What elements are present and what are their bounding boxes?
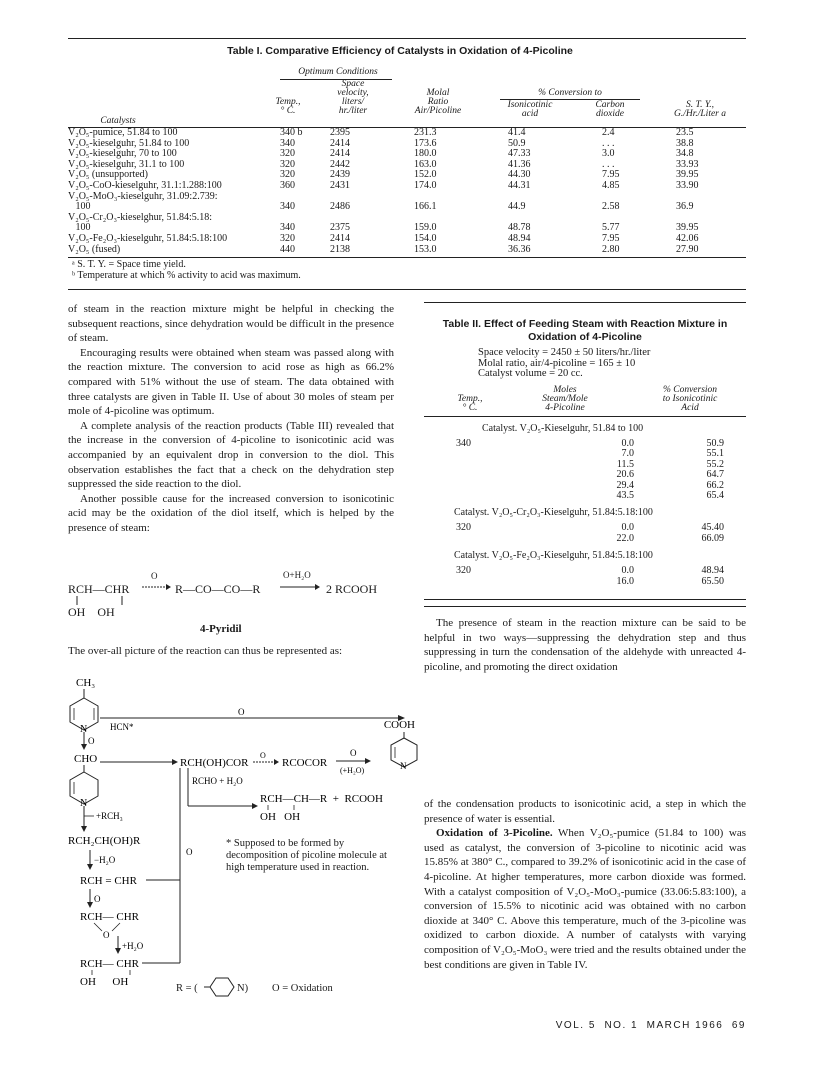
cell-iso: 44.31 [508, 179, 531, 191]
cell-ratio: 231.3 [414, 127, 437, 138]
svg-text:O: O [88, 736, 95, 746]
cell-co2: . . . [602, 137, 615, 149]
svg-text:COOH: COOH [383, 719, 415, 731]
cell-iso: 50.9 [508, 137, 526, 149]
svg-text:RCH— CHR: RCH— CHR [80, 958, 139, 970]
table-row [424, 577, 746, 587]
cell-ratio: 153.0 [414, 243, 437, 255]
svg-text:+RCH₃: +RCH₃ [96, 811, 123, 821]
cell-temp: 340 b [280, 127, 303, 138]
table-row [424, 449, 746, 459]
scheme-note: * Supposed to be formed by decomposition of picoline molecule at high temperature used in reaction. [226, 838, 387, 873]
cell-catalyst: V₂O₅-pumice, 51.84 to 100 [68, 127, 178, 138]
cell-ratio: 180.0 [414, 148, 437, 160]
cell-catalyst: V₂O₅-Cr₂O₃-kieselghur, 51.84:5.18: [68, 211, 213, 223]
cell-moles: 43.5 [616, 489, 634, 501]
cell-catalyst: V₂O₅-kieselguhr, 51.84 to 100 [68, 137, 190, 149]
cell-sv: 2138 [330, 243, 350, 255]
cell-moles: 0.0 [621, 565, 634, 577]
svg-text:O: O [350, 748, 357, 758]
cell-co2: 2.58 [602, 201, 620, 213]
cell-temp: 320 [456, 565, 471, 577]
cell-conversion: 48.94 [701, 565, 724, 577]
catalyst-label: Catalyst. V₂O₅-Fe₂O₃-Kieselguhr, 51.84:5.18:100 [454, 550, 653, 562]
top-rule [68, 38, 746, 39]
table1-footnotes [72, 259, 301, 281]
table2-catalyst-row [424, 507, 746, 523]
svg-text:+H₂O: +H₂O [122, 941, 144, 951]
cell-temp: 320 [456, 522, 471, 534]
cell-temp: 360 [280, 179, 295, 191]
table2-title: Table II. Effect of Feeding Steam with Reaction Mixture in Oxidation of 4-Picoline [442, 318, 728, 343]
cell-iso: 47.33 [508, 148, 531, 160]
cell-temp: 320 [280, 158, 295, 170]
cell-catalyst: V₂O₅-kieselguhr, 70 to 100 [68, 148, 177, 160]
cell-conversion: 55.1 [706, 448, 724, 460]
cell-co2: 7.95 [602, 169, 620, 181]
cell-sty: 39.95 [676, 222, 699, 234]
cell-conversion: 65.4 [706, 489, 724, 501]
cell-temp: 340 [280, 201, 295, 213]
eq-mid: R—CO—CO—R [175, 582, 261, 596]
svg-text:RCH₂CH(OH)R: RCH₂CH(OH)R [68, 835, 141, 847]
cell-catalyst: V₂O₅-CoO-kieselguhr, 31.1:1.288:100 [68, 179, 222, 191]
table2-hdr-temp: Temp., ° C. [457, 394, 483, 413]
cell-iso: 48.94 [508, 232, 531, 244]
table1-hdr-temp: Temp., ° C. [275, 97, 301, 116]
table-row [424, 460, 746, 470]
cell-moles: 29.4 [616, 479, 634, 491]
cell-conversion: 65.50 [701, 575, 724, 587]
cell-co2: 4.85 [602, 179, 620, 191]
svg-text:OH OH: OH OH [80, 976, 129, 988]
cell-ratio: 159.0 [414, 222, 437, 234]
table2-hdr-moles: Moles Steam/Mole 4-Picoline [542, 385, 588, 413]
footnote-b: ᵇ Temperature at which % activity to acid was maximum. [72, 270, 301, 281]
cell-ratio: 163.0 [414, 158, 437, 170]
cell-sv: 2375 [330, 222, 350, 234]
paragraph: of steam in the reaction mixture might be helpful in checking the subsequent reactions, since dehydration would be difficult in the presence of steam. [68, 303, 394, 345]
table-row [424, 534, 746, 544]
svg-text:O: O [103, 930, 110, 940]
table1-hdr-conversion: % Conversion to [538, 88, 602, 98]
table2-catalyst-row [424, 423, 746, 439]
table2-top-rule [424, 302, 746, 303]
svg-text:RCHO + H₂O: RCHO + H₂O [192, 776, 243, 786]
cell-sty: 38.8 [676, 137, 694, 149]
cell-moles: 0.0 [621, 522, 634, 534]
cell-temp: 320 [280, 148, 295, 160]
catalyst-label: Catalyst. V₂O₅-Kieselguhr, 51.84 to 100 [482, 423, 644, 434]
cell-conversion: 64.7 [706, 469, 724, 481]
svg-text:RCH = CHR: RCH = CHR [80, 875, 137, 887]
cell-conversion: 50.9 [706, 438, 724, 449]
svg-text:RCH— CHR: RCH— CHR [80, 911, 139, 923]
cell-sty: 33.90 [676, 179, 699, 191]
cell-co2: 7.95 [602, 232, 620, 244]
svg-text:N: N [80, 798, 88, 809]
table1-hdr-iso: Isonicotinic acid [507, 100, 553, 119]
table1-group-header: Optimum Conditions [298, 67, 378, 77]
table-row [424, 523, 746, 533]
cell-temp: 340 [456, 438, 471, 449]
section-heading: Oxidation of 3-Picoline. [436, 827, 553, 840]
left-column [68, 302, 394, 536]
cell-iso: 44.9 [508, 201, 526, 213]
cell-moles: 11.5 [616, 458, 634, 470]
cell-co2: 3.0 [602, 148, 615, 160]
page-folio: VOL. 5 NO. 1 MARCH 1966 69 [555, 1020, 746, 1031]
legend-n: N) [237, 983, 249, 994]
eq-cond: O+H₂O [283, 570, 311, 580]
table1-hdr-co2: Carbon dioxide [595, 100, 625, 119]
legend-r: R = ( [176, 983, 198, 994]
svg-text:N: N [80, 724, 88, 735]
cell-co2: . . . [602, 158, 615, 170]
reaction-scheme [60, 672, 420, 1002]
cell-iso: 41.36 [508, 158, 531, 170]
table1-bottom-rule [68, 257, 746, 258]
eq-arrow-2 [278, 582, 322, 592]
cell-ratio: 154.0 [414, 232, 437, 244]
cell-catalyst: V₂O₅ (unsupported) [68, 169, 149, 181]
paragraph: A complete analysis of the reaction products (Table III) revealed that the increase in the conversion of 4-picoline to isonicotinic acid was accompanied by an equivalent drop in conversion to the diol. This observation establishes the fact that a check on the dehydration step suppressed the side reaction to the diol. [68, 419, 394, 491]
svg-text:O: O [260, 751, 266, 760]
svg-text:CHO: CHO [74, 753, 98, 765]
pyridine-icon [204, 975, 238, 999]
svg-text:O: O [186, 847, 193, 857]
cell-moles: 22.0 [616, 532, 634, 544]
cell-sv: 2439 [330, 169, 350, 181]
table-row [424, 470, 746, 480]
right-text-2: of the condensation products to isonicotinic acid, a step in which the presence of water is essential. Oxidation of 3-Picoline. When V₂O₅-pumice (51.84 to 100) was used as catalyst, the conversion of 3-picoline to nicotinic acid was 15.85% at 380° C., compared to 39.2% of isonicotinic acid in the case of 4-picoline. At higher temperatures, more carbon dioxide was formed. With a catalyst composition of V₂O₅-MoO₃-pumice (33.06:5.83:100), a conversion of 15.5% to nicotinic acid was obtained with no carbon dioxide at 340° C. Above this temperature, much of the 3-picoline was oxidized to carbon dioxide. A number of catalysts with varying composition of V₂O₅-MoO₃ were tried and the results obtained under the best conditions are given in Table IV. [424, 798, 746, 971]
eq-rhs: 2 RCOOH [326, 582, 378, 596]
svg-text:−H₂O: −H₂O [94, 855, 116, 865]
table2-hdr-conv: % Conversion to Isonicotinic Acid [662, 385, 718, 413]
cell-co2: 5.77 [602, 222, 620, 234]
cell-sv: 2395 [330, 127, 350, 138]
table2-body [424, 423, 746, 593]
cell-catalyst: V₂O₅-Fe₂O₃-kieselguhr, 51.84:5.18:100 [68, 232, 228, 244]
eq-oh: OH OH [68, 605, 115, 619]
cell-sty: 42.06 [676, 232, 699, 244]
svg-text:N: N [400, 761, 407, 771]
paragraph: Encouraging results were obtained when steam was passed along with the reaction mixture. The conversion to acid rose as high as 66.2% compared with 51% without the use of steam. The data obtained with three catalysts are given in Table II. Use of about 30 moles of steam per mole of 4-picoline was optimum. [68, 346, 394, 418]
svg-text:O: O [238, 707, 245, 717]
cell-sty: 36.9 [676, 201, 694, 213]
table2-bottom-rule [424, 599, 746, 600]
eq-lhs: RCH—CHR [68, 582, 130, 596]
cell-temp: 440 [280, 243, 295, 255]
cell-conversion: 66.09 [701, 532, 724, 544]
eq-name: 4-Pyridil [200, 623, 242, 635]
eq-o: O [151, 571, 158, 581]
svg-text:RCH—CH—R + RCOOH: RCH—CH—R + RCOOH [260, 793, 383, 805]
cell-ratio: 174.0 [414, 179, 437, 191]
cell-conversion: 55.2 [706, 458, 724, 470]
table-row [424, 481, 746, 491]
table2-header-rule [424, 416, 746, 417]
cell-catalyst: V₂O₅-kieselguhr, 31.1 to 100 [68, 158, 185, 170]
svg-text:(+H₂O): (+H₂O) [340, 766, 365, 775]
catalyst-label: Catalyst. V₂O₅-Cr₂O₃-Kieselguhr, 51.84:5.18:100 [454, 507, 653, 519]
cell-sv: 2414 [330, 148, 350, 160]
cell-sv: 2486 [330, 201, 350, 213]
cell-catalyst: 100 [68, 222, 91, 234]
cell-sty: 34.8 [676, 148, 694, 160]
table1-hdr-sv: Space velocity, liters/ hr./liter [337, 79, 369, 116]
table2-conditions: Space velocity = 2450 ± 50 liters/hr./liter Molal ratio, air/4-picoline = 165 ± 10 Catalyst volume = 20 cc. [478, 347, 651, 379]
footnote-a: ᵃ S. T. Y. = Space time yield. [72, 259, 186, 270]
cell-co2: 2.80 [602, 243, 620, 255]
cell-iso: 44.30 [508, 169, 531, 181]
cell-ratio: 173.6 [414, 137, 437, 149]
svg-text:RCH(OH)COR: RCH(OH)COR [180, 757, 249, 769]
cell-iso: 36.36 [508, 243, 531, 255]
cell-temp: 340 [280, 137, 295, 149]
legend-o: O = Oxidation [272, 983, 333, 994]
cell-catalyst: V₂O₅-MoO₃-kieselguhr, 31.09:2.739: [68, 190, 218, 202]
cell-catalyst: 100 [68, 201, 91, 213]
overall-text: The over-all picture of the reaction can thus be represented as: [68, 645, 343, 657]
cell-temp: 320 [280, 169, 295, 181]
table-row [424, 491, 746, 501]
cell-iso: 41.4 [508, 127, 526, 138]
cell-co2: 2.4 [602, 127, 615, 138]
cell-iso: 48.78 [508, 222, 531, 234]
cell-conversion: 66.2 [706, 479, 724, 491]
cell-conversion: 45.40 [701, 522, 724, 534]
svg-text:OH OH: OH OH [260, 811, 301, 823]
cell-temp: 340 [280, 222, 295, 234]
table1-title: Table I. Comparative Efficiency of Catalysts in Oxidation of 4-Picoline [227, 45, 573, 57]
table2-end-rule [424, 606, 746, 607]
cell-ratio: 152.0 [414, 169, 437, 181]
cell-moles: 7.0 [621, 448, 634, 460]
cell-temp: 320 [280, 232, 295, 244]
table1-end-rule [68, 289, 746, 290]
table1-hdr-sty: S. T. Y., G./Hr./Liter a [674, 100, 726, 119]
cell-moles: 20.6 [616, 469, 634, 481]
cell-sty: 27.90 [676, 243, 699, 255]
svg-text:CH₃: CH₃ [76, 677, 96, 689]
cell-moles: 16.0 [616, 575, 634, 587]
svg-text:O: O [94, 894, 101, 904]
table2-catalyst-row [424, 550, 746, 566]
cell-moles: 0.0 [621, 438, 634, 449]
cell-sv: 2442 [330, 158, 350, 170]
cell-sv: 2414 [330, 137, 350, 149]
cell-sv: 2431 [330, 179, 350, 191]
svg-text:RCOCOR: RCOCOR [282, 757, 328, 769]
cell-sty: 39.95 [676, 169, 699, 181]
eq-arrow-1 [140, 582, 172, 592]
table-row [424, 566, 746, 576]
cell-catalyst: V₂O₅ (fused) [68, 243, 121, 255]
cell-sv: 2414 [330, 232, 350, 244]
table-row [424, 439, 746, 449]
svg-text:HCN*: HCN* [110, 722, 134, 732]
right-text-1: The presence of steam in the reaction mixture can be said to be helpful in two ways—suppressing the dehydration step and thus suppressing in turn the condensation of the aldehyde with unreacted 4-picoline, and promoting the direct oxidation [424, 617, 746, 673]
paragraph: Another possible cause for the increased conversion to isonicotinic acid may be the oxidation of the diol itself, which is helped by the presence of steam: [68, 492, 394, 534]
cell-ratio: 166.1 [414, 201, 437, 213]
cell-sty: 33.93 [676, 158, 699, 170]
table1-hdr-ratio: Molal Ratio Air/Picoline [414, 88, 462, 116]
cell-sty: 23.5 [676, 127, 694, 138]
table1-hdr-catalysts: Catalysts [100, 116, 136, 126]
